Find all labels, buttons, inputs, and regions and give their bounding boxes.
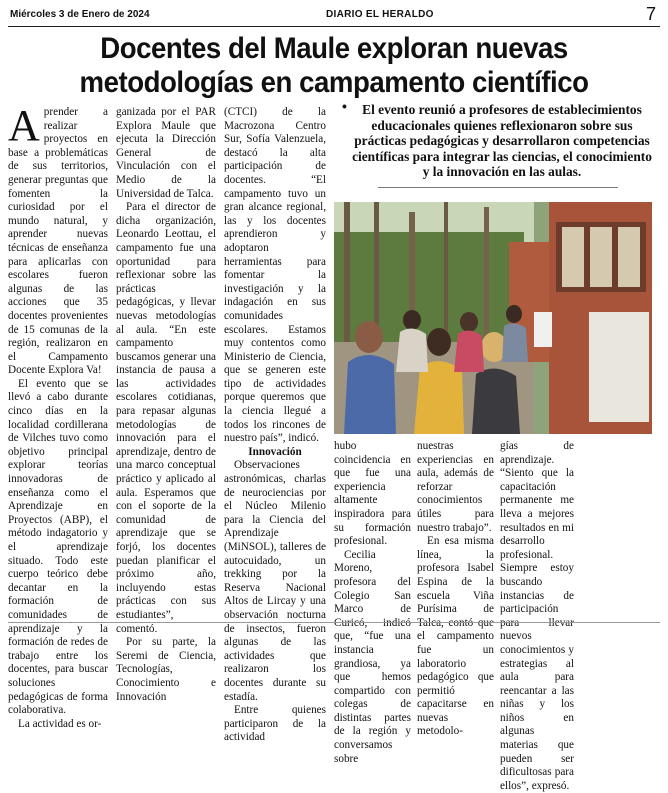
paragraph: gías de aprendizaje. “Siento que la capacitación permanente me lleva a mejores resultados en mi desarrollo profesional. Siempre estoy buscando instancias de participación para llevar nuevos conocimientos y estrategias al aula para reencantar a las niñas y los niños en algunas materias que pueden ser dificultosas para ellos”, expresó. [500,440,574,792]
article-column-2 [116,106,216,704]
paragraph: nuestras experiencias en aula, además de reforzar conocimientos útiles para nuestro trabajo”. [417,440,494,534]
paragraph: Observaciones astronómicas, charlas de neurociencias por el Núcleo Milenio para la Ciencia del Aprendizaje (MiNSOL), talleres de autocuidado, un trekking por la Reserva Nacional Altos de Lircay y una observación nocturna de insectos, fueron algunas de las actividades que realizaron los docentes durante su estadía. [224,459,326,703]
page-header [8,6,660,27]
divider [378,187,618,188]
headline-line-1: Docentes del Maule exploran nuevas [100,32,568,65]
newspaper-name: DIARIO EL HERALDO [326,9,434,20]
paragraph: En esa misma línea, la profesora Isabel Espina de la escuela Viña Purísima de Talca, contó que el campamento fue un laboratorio pedagógico que permitió capacitarse en nuevas metodolo- [417,535,494,738]
issue-date: Miércoles 3 de Enero de 2024 [10,9,150,20]
paragraph: Cecilia Moreno, profesora del Colegio San Marco de Curicó, indicó que, “fue una instancia grandiosa, ya que hemos compartido con colegas de distintas partes de la región y conversamos sobre [334,548,411,765]
drop-cap: A [8,101,40,150]
paragraph: Entre quienes participaron de la actividad [224,704,326,744]
headline-line-2: metodologías en campamento científico [79,66,589,99]
article-column-5 [417,440,494,739]
subheading: Innovación [248,445,302,458]
paragraph: Por su parte, la Seremi de Ciencia, Tecnologías, Conocimiento e Innovación [116,636,216,703]
paragraph: La actividad es or- [18,717,102,730]
headline [45,32,623,100]
footer-rule [8,622,660,623]
deck-summary: El evento reunió a profesores de establecimientos educacionales quienes reflexionaron sobre sus prácticas pedagógicas y desarrollaron competencias científicas para integrar las ciencias, el conocimiento y la innovación en las aulas. [352,102,652,179]
paragraph: ganizada por el PAR Explora Maule que ejecuta la Dirección General de Vinculación con el Medio de la Universidad de Talca. [116,106,216,200]
article-column-4 [334,440,411,766]
paragraph: (CTCI) de la Macrozona Centro Sur, Sofía Valenzuela, destacó la alta participación de docentes. “El campamento tuvo un gran alcance regional, las y los docentes aprendieron y adoptaron herramientas para fomentar la investigación y la indagación en sus comunidades escolares. Estamos muy contentos como Ministerio de Ciencia, que se generen este tipo de actividades porque queremos que la ciencia llegué a todos los rincones de nuestro país”, indicó. [224,106,326,445]
article-column-3 [224,106,326,745]
article-column-6 [500,440,574,793]
paragraph: Para el director de dicha organización, Leonardo Leottau, el campamento fue una oportunidad para reflexionar sobre las prácticas pedagógicas, y llevar nuevas metodologías al aula. “En este campamento buscamos generar una instancia de pausa a las actividades escolares cotidianas, para repasar algunas metodologías de innovación para el aprendizaje, dentro de una marco conceptual práctico y aplicado al aula. Esperamos que con el soporte de la comunidad de aprendizaje que se forjó, los docentes puedan planificar el próximo año, incluyendo estas prácticas con sus estudiantes”, comentó. [116,201,216,635]
bullet-icon: • [342,98,347,114]
event-photo [334,202,652,434]
article-column-1 [8,101,108,731]
paragraph: El evento que se llevó a cabo durante cinco días en la localidad cordillerana de Vilches tuvo como objetivo principal explorar teorías innovadoras de enseñanza como el Aprendizaje en Proyectos (ABP), el método indagatorio y el aprendizaje situado. Todo este cuerpo teórico debe decantar en la formación de comunidades de aprendizaje y la formación de redes de trabajo entre los docentes, para buscar soluciones pedagógicas de forma colaborativa. [8,377,108,717]
page-number: 7 [645,4,656,24]
teachers-group-photo [334,202,652,434]
paragraph: prender a realizar proyectos en base a problemáticas de sus territorios, generar preguntas que fomenten la curiosidad por el mundo natural, y aprender nuevas técnicas de enseñanza para aplicarlas con escolares fueron algunas de las acciones que 35 docentes provenientes de 15 comunas de la región, realizaron en el Campamento Docente Explora Va! [8,106,108,377]
paragraph: hubo coincidencia en que fue una experiencia altamente inspiradora para su formación profesional. [334,440,411,548]
